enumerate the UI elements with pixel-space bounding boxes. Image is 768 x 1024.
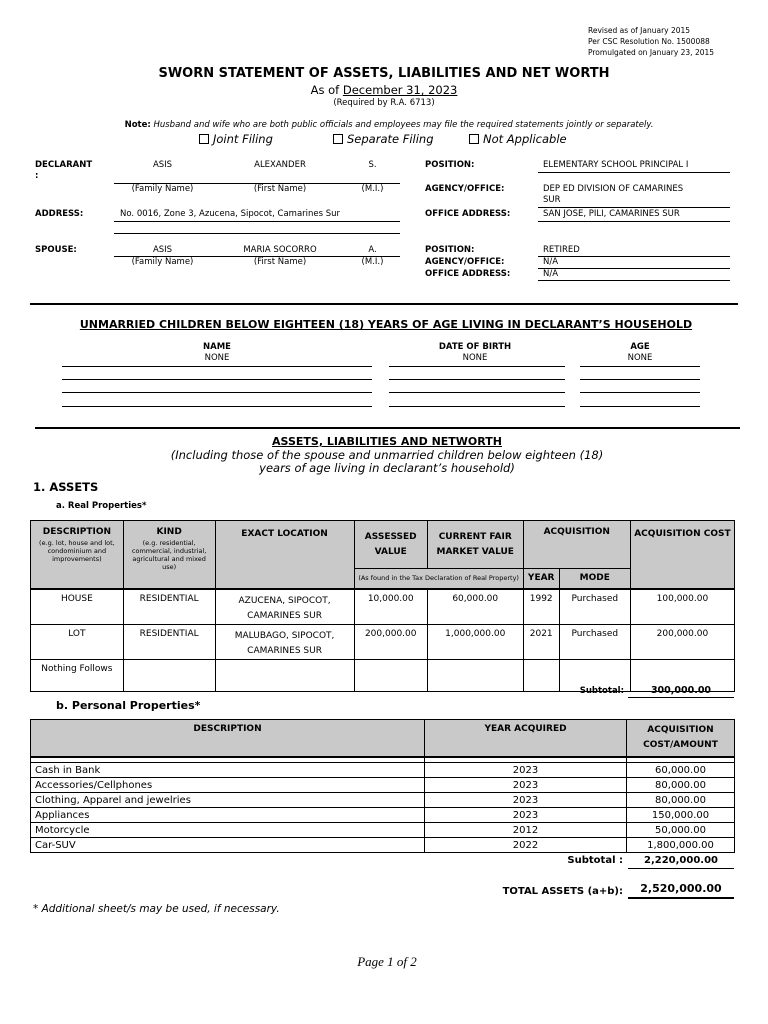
table-row — [31, 823, 735, 838]
table-row — [31, 793, 735, 808]
rp-fair: 60,000.00 — [427, 589, 523, 625]
rp-header-kind — [123, 521, 215, 589]
address-label: ADDRESS: — [35, 209, 84, 219]
pp-subtotal-label: Subtotal : — [567, 855, 623, 866]
spouse-family-caption: (Family Name) — [131, 257, 194, 267]
pp-header-cost: ACQUISITION COST/AMOUNT — [627, 720, 735, 757]
filing-na-label: Not Applicable — [483, 132, 567, 146]
rp-description: HOUSE — [31, 589, 124, 625]
revision-info — [588, 25, 714, 58]
pp-cost: 60,000.00 — [627, 763, 735, 778]
rp-header-acquisition: ACQUISITION — [523, 521, 630, 569]
pp-description: Clothing, Apparel and jewelries — [31, 793, 425, 808]
required-note: (Required by R.A. 6713) — [333, 98, 435, 108]
page-number: Page 1 of 2 — [357, 954, 417, 969]
total-assets-label: TOTAL ASSETS (a+b): — [502, 886, 623, 897]
spouse-agency-label: AGENCY/OFFICE: — [425, 257, 505, 267]
child-line — [62, 406, 372, 407]
rp-header-description — [31, 521, 124, 589]
table-row — [31, 808, 735, 823]
alnw-subtitle-line-2: years of age living in declarant’s household) — [259, 461, 515, 475]
office-address-line — [538, 221, 730, 222]
children-age-header: AGE — [630, 342, 650, 352]
alnw-subtitle-line-1: (Including those of the spouse and unmarried children below eighteen (18) — [170, 448, 604, 462]
agency-label: AGENCY/OFFICE: — [425, 184, 505, 194]
table-row — [31, 778, 735, 793]
rp-subtotal-line — [628, 697, 734, 698]
rp-header-location: EXACT LOCATION — [215, 521, 354, 589]
spouse-position-line — [538, 256, 730, 257]
children-dob: NONE — [462, 353, 488, 363]
rp-header-description-label: DESCRIPTION — [42, 527, 112, 537]
rp-subtotal-label: Subtotal: — [579, 686, 624, 696]
document-title: SWORN STATEMENT OF ASSETS, LIABILITIES AND NET WORTH — [158, 66, 610, 81]
address-line — [114, 221, 400, 222]
position-label: POSITION: — [425, 160, 475, 170]
pp-year: 2023 — [425, 808, 627, 823]
pp-year: 2012 — [425, 823, 627, 838]
pp-year: 2023 — [425, 793, 627, 808]
children-age: NONE — [627, 353, 653, 363]
as-of-date: December 31, 2023 — [342, 83, 458, 97]
pp-year: 2023 — [425, 763, 627, 778]
child-line — [389, 379, 565, 380]
pp-year: 2022 — [425, 838, 627, 853]
agency-line-2: SUR — [543, 195, 561, 205]
pp-subtotal-value: 2,220,000.00 — [643, 855, 719, 866]
pp-subtotal-line — [628, 868, 734, 869]
table-row — [31, 763, 735, 778]
section-divider — [30, 303, 738, 305]
table-row — [31, 589, 735, 625]
spouse-first-name: MARIA SOCORRO — [243, 245, 317, 255]
rp-description: Nothing Follows — [31, 659, 124, 691]
filing-separate-label: Separate Filing — [347, 132, 434, 146]
spouse-position: RETIRED — [543, 245, 580, 255]
rp-fair: 1,000,000.00 — [427, 624, 523, 659]
declarant-colon: : — [35, 171, 39, 181]
rp-fair — [427, 659, 523, 691]
note-label: Note: — [124, 120, 151, 130]
section-divider-2 — [35, 427, 740, 429]
pp-description: Appliances — [31, 808, 425, 823]
total-assets-line — [628, 897, 734, 899]
rp-assessed: 10,000.00 — [354, 589, 427, 625]
pp-header-year: YEAR ACQUIRED — [425, 720, 627, 757]
spouse-position-label: POSITION: — [425, 245, 475, 255]
rp-description: LOT — [31, 624, 124, 659]
note-line — [0, 120, 768, 130]
rp-kind — [123, 659, 215, 691]
pp-header-description: DESCRIPTION — [31, 720, 425, 757]
filing-joint-label: Joint Filing — [213, 132, 273, 146]
table-row — [31, 838, 735, 853]
filing-not-applicable[interactable] — [469, 132, 567, 146]
rp-kind: RESIDENTIAL — [123, 589, 215, 625]
rp-header-fair-sub: (As found in the Tax Declaration of Real Property) — [354, 569, 523, 589]
office-address-label: OFFICE ADDRESS: — [425, 209, 511, 219]
revised-text: Revised as of January 2015 — [588, 26, 691, 35]
rp-mode: Purchased — [559, 624, 630, 659]
mi-caption: (M.I.) — [361, 184, 384, 194]
total-assets-value: 2,520,000.00 — [640, 882, 722, 895]
children-name-header: NAME — [203, 342, 231, 352]
rp-header-kind-sub: (e.g. residential, commercial, industrial, agricultural and mixed use) — [131, 539, 207, 571]
rp-header-cost: ACQUISITION COST — [630, 521, 734, 589]
rp-header-description-sub: (e.g. lot, house and lot, condominium and improvements) — [39, 539, 115, 563]
spouse-family-name: ASIS — [152, 245, 173, 255]
pp-description: Accessories/Cellphones — [31, 778, 425, 793]
declarant-office-address: SAN JOSE, PILI, CAMARINES SUR — [543, 209, 680, 219]
personal-properties-table — [30, 719, 735, 853]
as-of-line — [0, 83, 768, 97]
checkbox-icon — [199, 134, 209, 144]
family-name-caption: (Family Name) — [131, 184, 194, 194]
as-of-label: As of — [310, 83, 340, 97]
rp-header-kind-label: KIND — [156, 527, 182, 537]
child-line — [389, 366, 565, 367]
child-line — [580, 392, 700, 393]
footnote: * Additional sheet/s may be used, if necessary. — [33, 903, 280, 915]
promulgated-text: Promulgated on January 23, 2015 — [588, 48, 715, 57]
rp-location: MALUBAGO, SIPOCOT, CAMARINES SUR — [215, 624, 354, 659]
pp-cost: 80,000.00 — [627, 793, 735, 808]
position-line — [538, 172, 730, 173]
agency-line-1: DEP ED DIVISION OF CAMARINES — [543, 184, 684, 194]
table-row — [31, 624, 735, 659]
checkbox-icon — [333, 134, 343, 144]
checkbox-icon — [469, 134, 479, 144]
children-title: UNMARRIED CHILDREN BELOW EIGHTEEN (18) YEARS OF AGE LIVING IN DECLARANT’S HOUSEHOLD — [79, 318, 693, 331]
agency-line — [538, 207, 730, 208]
filing-separate[interactable] — [333, 132, 434, 146]
child-line — [389, 392, 565, 393]
personal-properties-heading: b. Personal Properties* — [56, 699, 201, 712]
declarant-family-name: ASIS — [152, 160, 173, 170]
child-line — [62, 366, 372, 367]
spouse-mi: A. — [368, 245, 377, 255]
children-name: NONE — [204, 353, 230, 363]
rp-header-fair: CURRENT FAIR MARKET VALUE — [427, 521, 523, 569]
rp-header-assessed: ASSESSED VALUE — [354, 521, 427, 569]
rp-assessed: 200,000.00 — [354, 624, 427, 659]
rp-year: 1992 — [523, 589, 559, 625]
spouse-office-address: N/A — [543, 269, 559, 279]
declarant-position: ELEMENTARY SCHOOL PRINCIPAL I — [543, 160, 689, 170]
pp-cost: 1,800,000.00 — [627, 838, 735, 853]
pp-cost: 150,000.00 — [627, 808, 735, 823]
note-text: Husband and wife who are both public officials and employees may file the required statements jointly or separately. — [153, 120, 654, 130]
rp-header-year: YEAR — [523, 569, 559, 589]
pp-description: Cash in Bank — [31, 763, 425, 778]
children-dob-header: DATE OF BIRTH — [438, 342, 512, 352]
rp-cost: 100,000.00 — [630, 589, 734, 625]
declarant-first-name: ALEXANDER — [254, 160, 306, 170]
child-line — [580, 366, 700, 367]
spouse-agency-line — [538, 268, 730, 269]
pp-cost: 80,000.00 — [627, 778, 735, 793]
declarant-address: No. 0016, Zone 3, Azucena, Sipocot, Camarines Sur — [120, 209, 341, 219]
real-properties-table — [30, 520, 735, 692]
rp-assessed — [354, 659, 427, 691]
rp-header-mode: MODE — [559, 569, 630, 589]
spouse-first-caption: (First Name) — [253, 257, 307, 267]
rp-kind: RESIDENTIAL — [123, 624, 215, 659]
pp-description: Motorcycle — [31, 823, 425, 838]
rp-location — [215, 659, 354, 691]
resolution-text: Per CSC Resolution No. 1500088 — [588, 37, 710, 46]
child-line — [62, 392, 372, 393]
spouse-office-address-line — [538, 280, 730, 281]
rp-subtotal-value: 300,000.00 — [650, 685, 712, 696]
real-properties-heading: a. Real Properties* — [56, 501, 147, 511]
declarant-mi: S. — [368, 160, 377, 170]
declarant-label: DECLARANT — [35, 160, 93, 170]
rp-location: AZUCENA, SIPOCOT, CAMARINES SUR — [215, 589, 354, 625]
declarant-agency — [543, 184, 683, 206]
pp-year: 2023 — [425, 778, 627, 793]
filing-joint[interactable] — [199, 132, 273, 146]
spouse-mi-caption: (M.I.) — [361, 257, 384, 267]
pp-cost: 50,000.00 — [627, 823, 735, 838]
pp-description: Car-SUV — [31, 838, 425, 853]
spouse-label: SPOUSE: — [35, 245, 77, 255]
assets-heading: 1. ASSETS — [33, 480, 99, 494]
child-line — [389, 406, 565, 407]
spouse-agency: N/A — [543, 257, 559, 267]
rp-cost: 200,000.00 — [630, 624, 734, 659]
rp-year: 2021 — [523, 624, 559, 659]
rp-mode: Purchased — [559, 589, 630, 625]
alnw-title: ASSETS, LIABILITIES AND NETWORTH — [272, 435, 502, 448]
alnw-subtitle — [0, 449, 768, 475]
child-line — [62, 379, 372, 380]
address-line-2 — [114, 233, 400, 234]
spouse-office-address-label: OFFICE ADDRESS: — [425, 269, 511, 279]
child-line — [580, 406, 700, 407]
first-name-caption: (First Name) — [253, 184, 307, 194]
child-line — [580, 379, 700, 380]
